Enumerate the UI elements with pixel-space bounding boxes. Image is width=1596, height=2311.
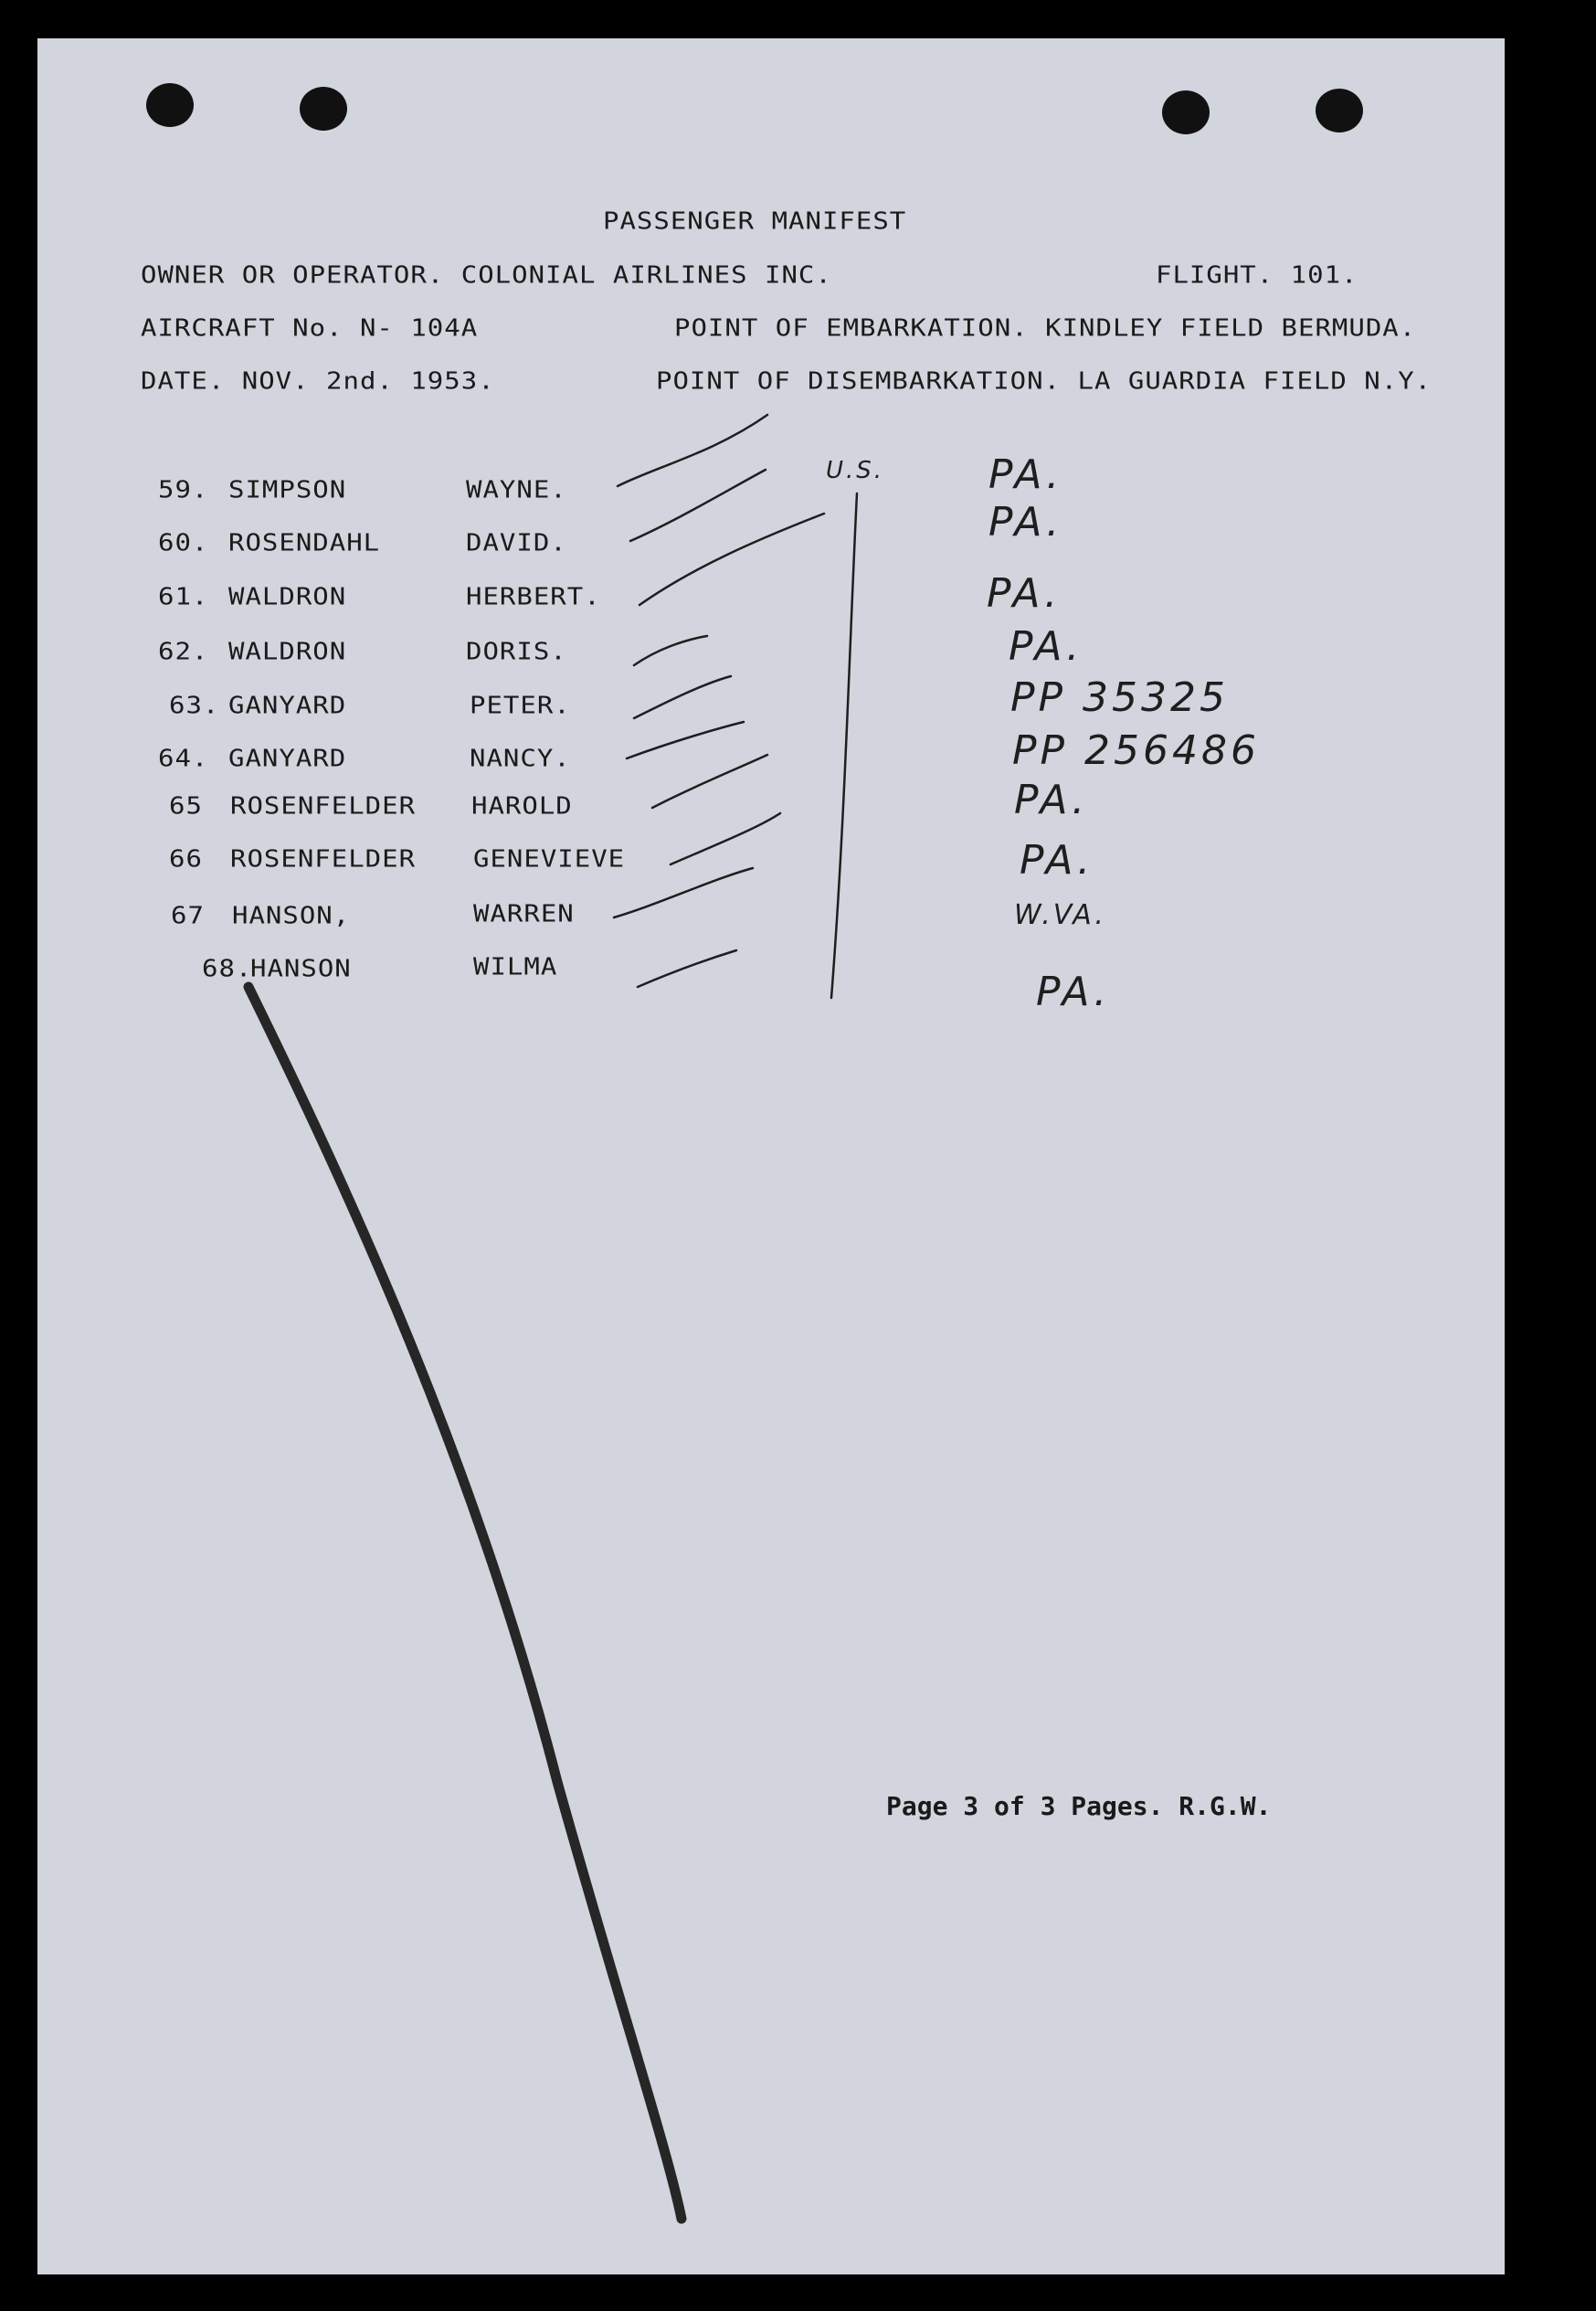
passenger-number: 59. [158, 475, 209, 504]
passenger-surname: ROSENDAHL [228, 528, 381, 557]
passenger-given-name: DORIS. [466, 637, 567, 665]
handwritten-passport: PP 35325 [1010, 674, 1230, 721]
passenger-number: 60. [158, 528, 209, 557]
passenger-surname: SIMPSON [228, 475, 347, 504]
passenger-given-name: HERBERT. [466, 582, 601, 610]
punch-hole [1316, 89, 1363, 133]
aircraft-number: AIRCRAFT No. N- 104A [141, 313, 479, 342]
handwritten-state: W.VA. [1014, 899, 1106, 931]
embarkation-point: POINT OF EMBARKATION. KINDLEY FIELD BERMUDA. [674, 313, 1417, 342]
passenger-given-name: WARREN [473, 899, 575, 928]
passenger-surname: WALDRON [228, 637, 347, 665]
page-footer: Page 3 of 3 Pages. R.G.W. [886, 1791, 1272, 1821]
passenger-number: 63. [169, 691, 220, 719]
passenger-surname: ROSENFELDER [230, 791, 417, 820]
passenger-surname: ROSENFELDER [230, 844, 417, 873]
passenger-given-name: HAROLD [471, 791, 573, 820]
passenger-number: 65 [169, 791, 203, 820]
passenger-surname: HANSON, [232, 901, 351, 929]
passenger-number: 67 [171, 901, 205, 929]
passenger-given-name: WAYNE. [466, 475, 567, 504]
handwritten-state: PA. [1009, 623, 1083, 670]
passenger-number: 66 [169, 844, 203, 873]
handwritten-passport: PP 256486 [1012, 727, 1261, 774]
punch-hole [146, 83, 194, 127]
disembarkation-point: POINT OF DISEMBARKATION. LA GUARDIA FIELD N.Y. [656, 366, 1432, 395]
passenger-surname: GANYARD [228, 744, 347, 772]
passenger-number: 61. [158, 582, 209, 610]
punch-hole [300, 87, 347, 131]
manifest-date: DATE. NOV. 2nd. 1953. [141, 366, 495, 395]
punch-hole [1162, 90, 1210, 134]
handwritten-nationality: U.S. [826, 457, 885, 484]
owner-operator: OWNER OR OPERATOR. COLONIAL AIRLINES INC. [141, 260, 832, 289]
page-title: PASSENGER MANIFEST [603, 207, 907, 235]
handwritten-state: PA. [988, 451, 1063, 498]
passenger-given-name: PETER. [470, 691, 571, 719]
flight-number: FLIGHT. 101. [1156, 260, 1358, 289]
passenger-given-name: GENEVIEVE [473, 844, 626, 873]
handwritten-state: PA. [1014, 777, 1089, 823]
handwritten-state: PA. [987, 570, 1062, 617]
passenger-surname: HANSON [250, 954, 352, 982]
passenger-number: 62. [158, 637, 209, 665]
passenger-given-name: DAVID. [466, 528, 567, 557]
passenger-surname: WALDRON [228, 582, 347, 610]
passenger-number: 68. [202, 954, 253, 982]
handwritten-state: PA. [1020, 837, 1094, 884]
handwritten-state: PA. [1036, 969, 1111, 1015]
passenger-given-name: NANCY. [470, 744, 571, 772]
passenger-given-name: WILMA [473, 952, 558, 981]
passenger-surname: GANYARD [228, 691, 347, 719]
passenger-number: 64. [158, 744, 209, 772]
handwritten-state: PA. [988, 499, 1063, 546]
